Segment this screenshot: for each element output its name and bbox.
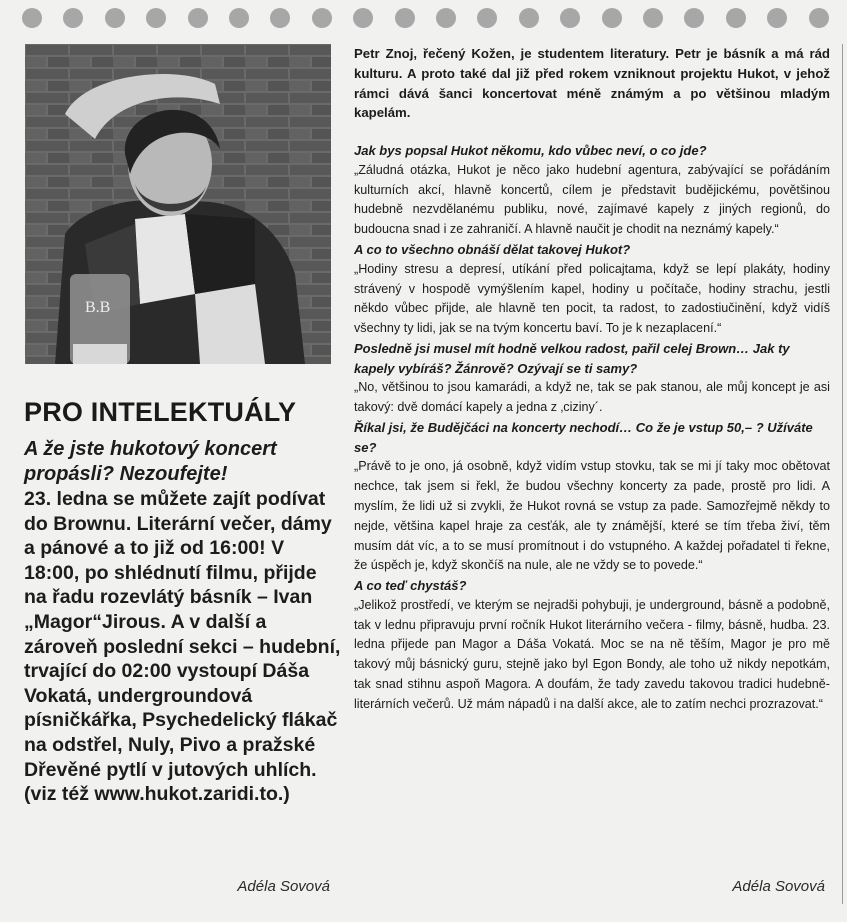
glass-label: B.B xyxy=(85,299,111,316)
answer: „Právě to je ono, já osobně, když vidím vstup stovku, tak se mi jí taky moc obětovat nechce, tak jsem si řekl, že budou všechny koncerty za pade, prostě pro lidi. A myslím, že lidi už si zvykli, že Hukot rovná se vstup za pade. Samozřejmě někdy to nejde, většina kapel hraje za cesťák, ale ty známější, které se tím třeba živí, těm musím dát víc, a to se musí promítnout i do vstupného. A každej pořadatel ti řekne, že úspěch je, když skončíš na nule, ale ne vždy se to povede.“ xyxy=(354,459,830,573)
left-column xyxy=(24,437,344,807)
decorative-dot xyxy=(560,8,580,28)
interview-column xyxy=(354,44,830,715)
answer: „Hodiny stresu a depresí, utíkání před policajtama, když se lepí plakáty, hodiny strávený v hospodě vymýšlením kapel, hodiny u počítače, hodiny strachu, jestli někdo vůbec přijde, ale hlavně ten pocit, ta radost, to zadostiučinění, když vidíš všechny ty lidi, jak se na tvým koncertu baví. To je k nezaplacení.“ xyxy=(354,261,830,336)
decorative-dot xyxy=(146,8,166,28)
right-signature: Adéla Sovová xyxy=(732,878,825,895)
decorative-dot xyxy=(188,8,208,28)
question: Říkal jsi, že Budějčáci na koncerty nechodí… Co že je vstup 50,– ? Užíváte se? xyxy=(354,419,813,455)
decorative-dot xyxy=(270,8,290,28)
decorative-dot xyxy=(105,8,125,28)
question: Posledně jsi musel mít hodně velkou radost, pařil celej Brown… Jak ty kapely vybíráš? Žánrově? Ozývají se ti samy? xyxy=(354,340,790,376)
decorative-dot xyxy=(395,8,415,28)
decorative-dot xyxy=(229,8,249,28)
decorative-dot xyxy=(519,8,539,28)
decorative-dot xyxy=(436,8,456,28)
decorative-dot xyxy=(809,8,829,28)
decorative-dot xyxy=(643,8,663,28)
section-headline: PRO INTELEKTUÁLY xyxy=(24,397,297,427)
column-rule xyxy=(842,44,843,904)
decorative-dot xyxy=(726,8,746,28)
answer: „Jelikož prostředí, ve kterým se nejradši pohybuji, je underground, básně a podobně, tak v lednu připravuju první ročník Hukot literárního večera - filmy, básně, hudba. 23. ledna přijede pan Magor a Dáša Vokatá. Moc se na ně těším, Magor je pro mě takový můj básnický guru, stejně jako byl Egon Bondy, ale toho už nikdy nepotkám, tak snad stihnu aspoň Magora. A doufám, že tady zavedu takovou tradici hudebně-literárních večerů. Už mám nápadů i na další akce, ale to zatím nechci prozrazovat.“ xyxy=(354,597,830,711)
decorative-dot xyxy=(22,8,42,28)
decorative-dot xyxy=(63,8,83,28)
left-signature: Adéla Sovová xyxy=(237,878,330,895)
question: Jak bys popsal Hukot někomu, kdo vůbec neví, o co jde? xyxy=(354,143,707,159)
decorative-dot xyxy=(312,8,332,28)
portrait-illustration xyxy=(25,44,331,364)
question: A co teď chystáš? xyxy=(354,578,467,594)
decorative-dot xyxy=(477,8,497,28)
decorative-dot-row xyxy=(22,8,822,32)
left-lead: A že jste hukotový koncert propásli? Nezoufejte! xyxy=(24,438,277,485)
answer: „Záludná otázka, Hukot je něco jako hudební agentura, zabývající se pořádáním kulturních akcí, hlavně koncertů, cílem je představit budějickému, povětšinou hudebně nezvdělanému publiku, nové, zajímavé kapely z jiných regionů, do budoucna snad i ze zahraničí. A hlavně naučit je chodit na neznámý kapely.“ xyxy=(354,162,830,237)
decorative-dot xyxy=(767,8,787,28)
interview-intro: Petr Znoj, řečený Kožen, je studentem literatury. Petr je básník a má rád kulturu. A proto také dal již před rokem vzniknout projektu Hukot, v jehož rámci dává šanci koncertovat méně známým a po většinou mladým kapelám. xyxy=(354,46,830,121)
left-body-text: 23. ledna se můžete zajít podívat do Brownu. Literární večer, dámy a pánové a to již od 16:00! V 18:00, po shlédnutí filmu, přijde na řadu rozevlátý básník – Ivan „Magor“Jirous. A v další a zároveň poslední sekci – hudební, trvající do 02:00 vystoupí Dáša Vokatá, undergroundová písničkářka, Psychedelický flákač na odstřel, Nuly, Pivo a pražské Dřevěné pytlí v jutových uhlích. (viz též www.hukot.zaridi.to.) xyxy=(24,488,341,806)
question: A co to všechno obnáší dělat takovej Hukot? xyxy=(354,242,631,258)
decorative-dot xyxy=(602,8,622,28)
answer: „No, většinou to jsou kamarádi, a když ne, tak se pak stanou, ale můj koncept je asi takový: dvě domácí kapely a jedna z ‚ciziny´. xyxy=(354,380,830,415)
decorative-dot xyxy=(684,8,704,28)
decorative-dot xyxy=(353,8,373,28)
portrait-photo xyxy=(25,44,331,364)
